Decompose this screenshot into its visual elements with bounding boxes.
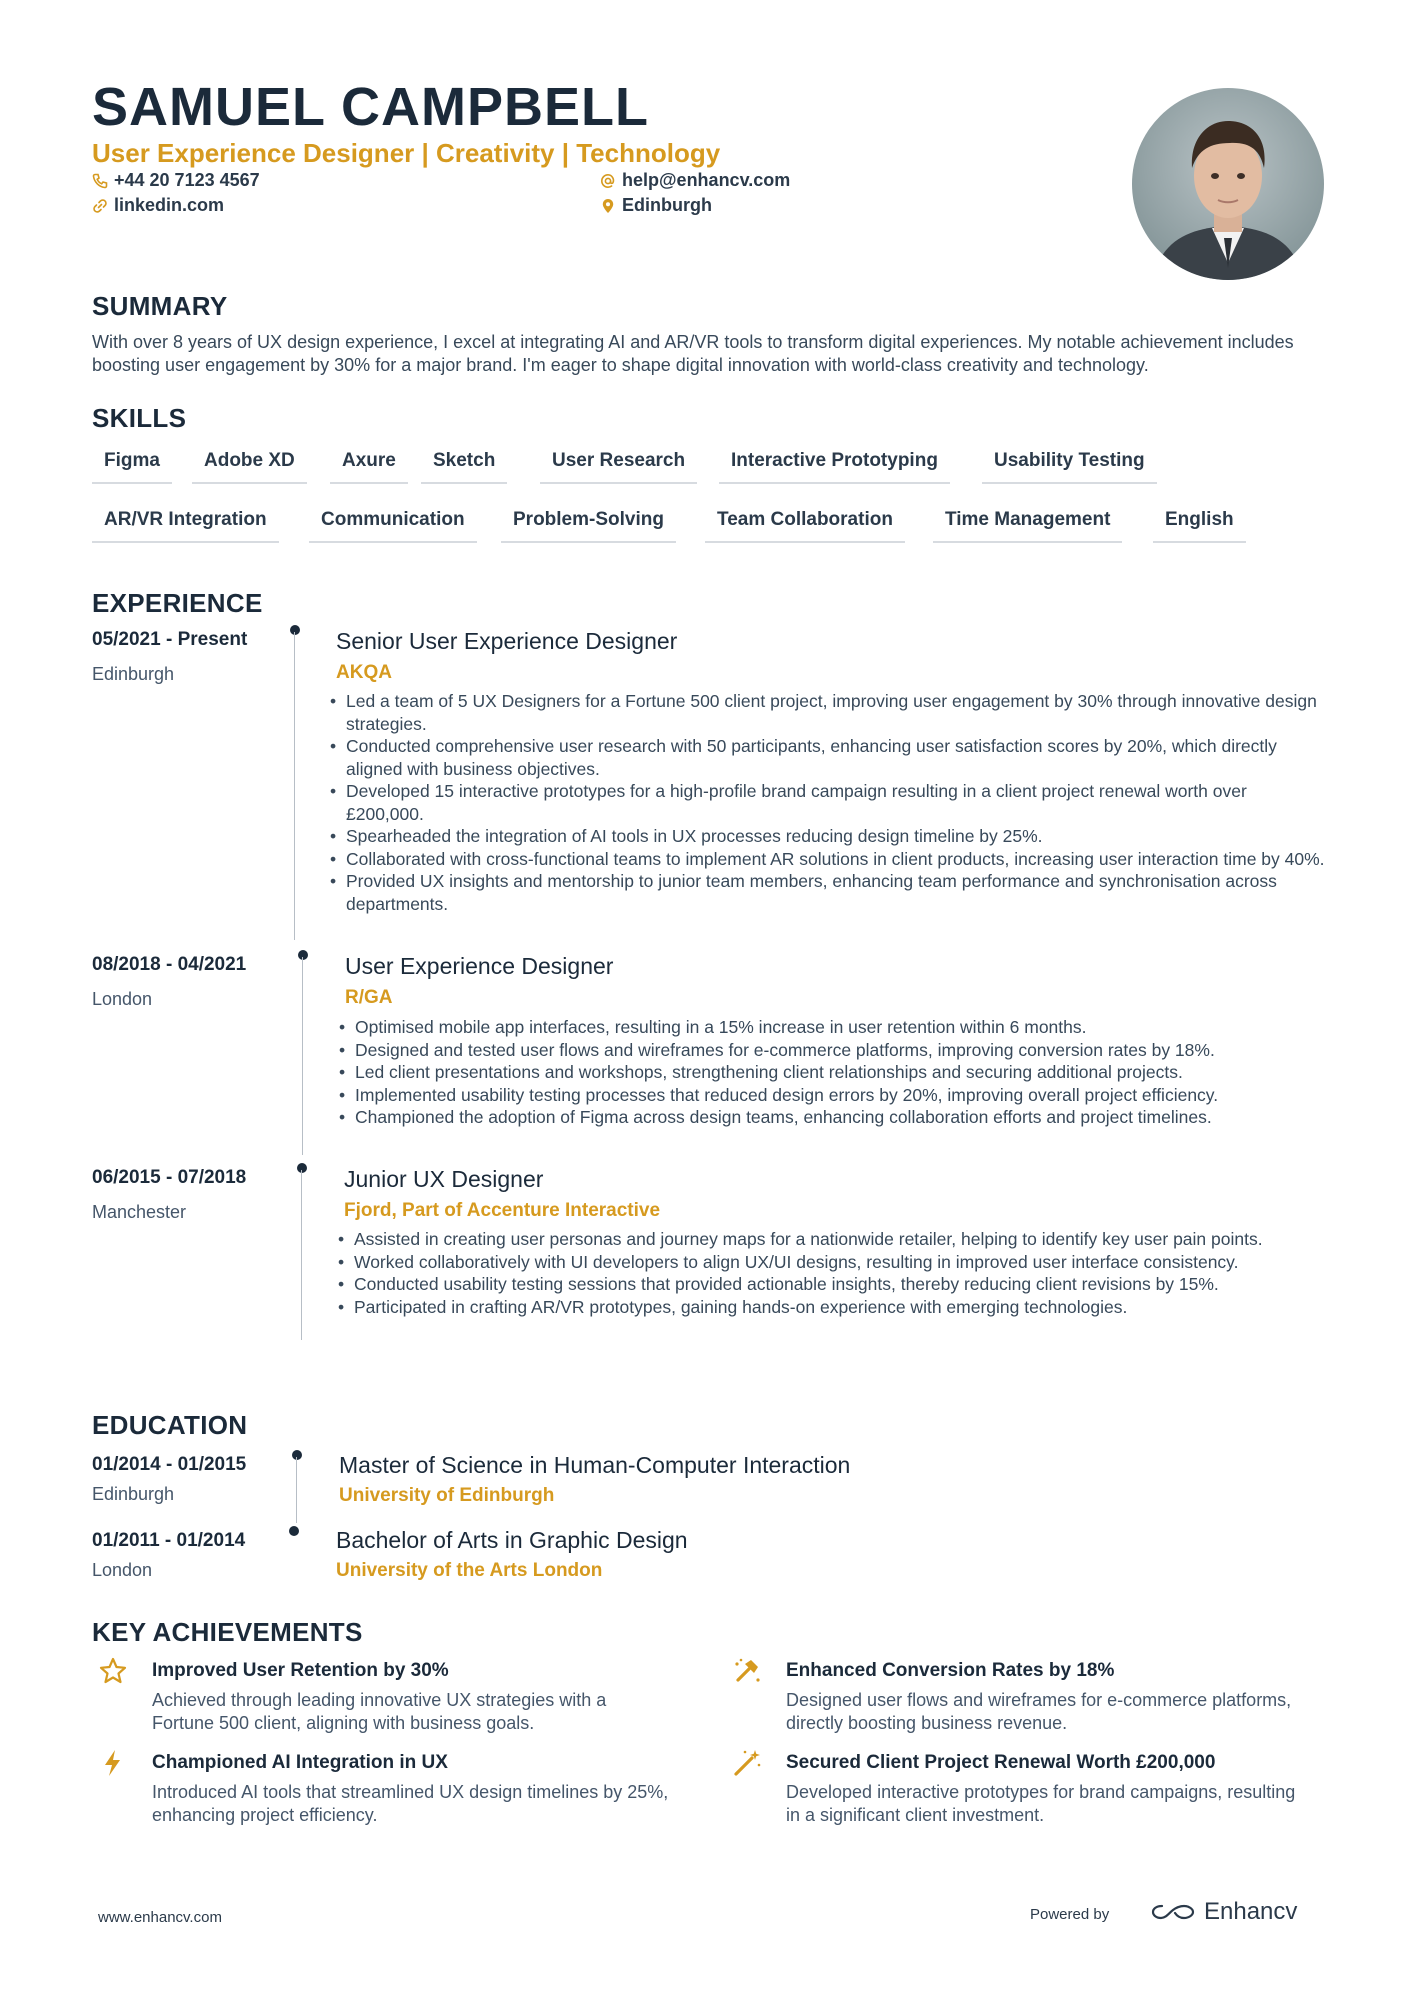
job-role: Junior UX Designer <box>344 1166 544 1192</box>
skill-tag: Axure <box>330 450 408 484</box>
job-bullets <box>335 1016 1330 1129</box>
job-bullet: • Led a team of 5 UX Designers for a Fortune 500 client project, improving user engagement by 30% through innovative design strategies. <box>326 690 1326 735</box>
job-bullets <box>334 1228 1330 1318</box>
achievement-title: Enhanced Conversion Rates by 18% <box>786 1660 1115 1681</box>
timeline-line <box>296 1457 297 1523</box>
job-bullet: • Participated in crafting AR/VR prototypes, gaining hands-on experience with emerging technologies. <box>334 1296 1330 1319</box>
skill-tag: Figma <box>92 450 172 484</box>
skill-tag: Sketch <box>421 450 507 484</box>
job-bullet: • Assisted in creating user personas and journey maps for a nationwide retailer, helping to identify key user pain points. <box>334 1228 1330 1251</box>
job-dates: 06/2015 - 07/2018 <box>92 1167 247 1188</box>
job-company: Fjord, Part of Accenture Interactive <box>344 1200 661 1221</box>
job-role: Senior User Experience Designer <box>336 628 678 654</box>
magic-wand-icon <box>732 1748 762 1778</box>
brand-name: Enhancv <box>1204 1898 1298 1925</box>
job-dates: 05/2021 - Present <box>92 629 248 650</box>
job-bullet: • Provided UX insights and mentorship to junior team members, enhancing team performance and synchronisation across departments. <box>326 870 1326 915</box>
job-bullet: • Conducted comprehensive user research with 50 participants, enhancing user satisfaction scores by 20%, which directly aligned with business objectives. <box>326 735 1326 780</box>
job-bullet: • Championed the adoption of Figma across design teams, enhancing collaboration efforts and project timelines. <box>335 1106 1330 1129</box>
star-icon <box>98 1656 128 1686</box>
timeline-dot <box>298 950 308 960</box>
job-company: AKQA <box>336 662 392 683</box>
achievements-heading: KEY ACHIEVEMENTS <box>92 1617 363 1647</box>
education-school: University of Edinburgh <box>339 1485 555 1506</box>
experience-heading: EXPERIENCE <box>92 588 263 618</box>
candidate-tagline: User Experience Designer | Creativity | Technology <box>92 138 721 168</box>
job-bullet: • Designed and tested user flows and wireframes for e-commerce platforms, improving conversion rates by 18%. <box>335 1039 1330 1062</box>
education-dates: 01/2014 - 01/2015 <box>92 1454 247 1475</box>
enhancv-logo-icon <box>1150 1900 1196 1924</box>
skill-tag: AR/VR Integration <box>92 509 279 543</box>
summary-text: With over 8 years of UX design experience, I excel at integrating AI and AR/VR tools to transform digital experiences. My notable achievement includes boosting user engagement by 30% for a major brand. I'm eager to shape digital innovation with world-class creativity and technology. <box>92 332 1294 375</box>
powered-by-label: Powered by <box>1030 1906 1110 1923</box>
job-bullet: • Conducted usability testing sessions that provided actionable insights, thereby reducing client revisions by 15%. <box>334 1273 1330 1296</box>
contact-email[interactable] <box>600 170 790 191</box>
contact-phone <box>92 170 260 191</box>
achievement-desc: Introduced AI tools that streamlined UX design timelines by 25%, enhancing project efficiency. <box>152 1782 669 1825</box>
job-bullet: • Implemented usability testing processes that reduced design errors by 20%, improving overall project efficiency. <box>335 1084 1330 1107</box>
education-location: Edinburgh <box>92 1484 175 1504</box>
job-bullet: • Collaborated with cross-functional teams to implement AR solutions in client products, increasing user interaction time by 40%. <box>326 848 1326 871</box>
achievement-title: Improved User Retention by 30% <box>152 1660 449 1681</box>
job-location: Edinburgh <box>92 664 175 684</box>
skill-tag: Interactive Prototyping <box>719 450 950 484</box>
candidate-name: SAMUEL CAMPBELL <box>92 77 650 137</box>
education-degree: Master of Science in Human-Computer Interaction <box>339 1452 851 1478</box>
skill-tag: Usability Testing <box>982 450 1157 484</box>
skill-tag: User Research <box>540 450 697 484</box>
phone-icon <box>92 173 108 189</box>
location-text: Edinburgh <box>622 195 712 215</box>
job-bullet: • Led client presentations and workshops, strengthening client relationships and securing additional projects. <box>335 1061 1330 1084</box>
lightning-icon <box>98 1748 128 1778</box>
job-dates: 08/2018 - 04/2021 <box>92 954 247 975</box>
skills-heading: SKILLS <box>92 403 187 433</box>
hammer-icon <box>732 1656 762 1686</box>
email-text: help@enhancv.com <box>622 170 791 190</box>
timeline-line <box>301 1170 302 1340</box>
timeline-line <box>302 957 303 1155</box>
skill-tag: Communication <box>309 509 477 543</box>
skill-tag: English <box>1153 509 1246 543</box>
timeline-dot <box>290 625 300 635</box>
education-heading: EDUCATION <box>92 1410 248 1440</box>
job-role: User Experience Designer <box>345 953 614 979</box>
timeline-dot <box>292 1450 302 1460</box>
timeline-dot <box>297 1163 307 1173</box>
achievement-desc: Designed user flows and wireframes for e-commerce platforms, directly boosting business revenue. <box>786 1690 1292 1733</box>
education-dates: 01/2011 - 01/2014 <box>92 1530 246 1551</box>
footer-url[interactable]: www.enhancv.com <box>98 1909 222 1926</box>
job-location: London <box>92 989 153 1009</box>
education-school: University of the Arts London <box>336 1560 603 1581</box>
timeline-line <box>294 632 295 940</box>
link-icon <box>92 198 108 214</box>
job-bullet: • Developed 15 interactive prototypes for a high-profile brand campaign resulting in a client project renewal worth over £200,000. <box>326 780 1326 825</box>
job-location: Manchester <box>92 1202 187 1222</box>
linkedin-text: linkedin.com <box>114 195 225 215</box>
job-bullet: • Worked collaboratively with UI developers to align UX/UI designs, resulting in improved user interface consistency. <box>334 1251 1330 1274</box>
job-bullets <box>326 690 1326 915</box>
education-location: London <box>92 1560 153 1580</box>
brand-logo[interactable] <box>1150 1898 1297 1926</box>
timeline-dot <box>289 1526 299 1536</box>
location-pin-icon <box>600 198 616 214</box>
skill-tag: Adobe XD <box>192 450 307 484</box>
job-company: R/GA <box>345 987 393 1008</box>
at-icon <box>600 173 616 189</box>
job-bullet: • Spearheaded the integration of AI tools in UX processes reducing design timeline by 25%. <box>326 825 1326 848</box>
phone-text: +44 20 7123 4567 <box>114 170 260 190</box>
skill-tag: Time Management <box>933 509 1122 543</box>
contact-location <box>600 195 712 216</box>
job-bullet: • Optimised mobile app interfaces, resulting in a 15% increase in user retention within 6 months. <box>335 1016 1330 1039</box>
skill-tag: Team Collaboration <box>705 509 905 543</box>
education-degree: Bachelor of Arts in Graphic Design <box>336 1527 688 1553</box>
achievement-title: Secured Client Project Renewal Worth £200,000 <box>786 1752 1216 1773</box>
contact-linkedin[interactable] <box>92 195 224 216</box>
achievement-desc: Developed interactive prototypes for brand campaigns, resulting in a significant client investment. <box>786 1782 1296 1825</box>
achievement-title: Championed AI Integration in UX <box>152 1752 448 1773</box>
achievement-desc: Achieved through leading innovative UX strategies with a Fortune 500 client, aligning with business goals. <box>152 1690 607 1733</box>
summary-heading: SUMMARY <box>92 291 228 321</box>
skill-tag: Problem-Solving <box>501 509 676 543</box>
profile-photo <box>1132 88 1324 280</box>
